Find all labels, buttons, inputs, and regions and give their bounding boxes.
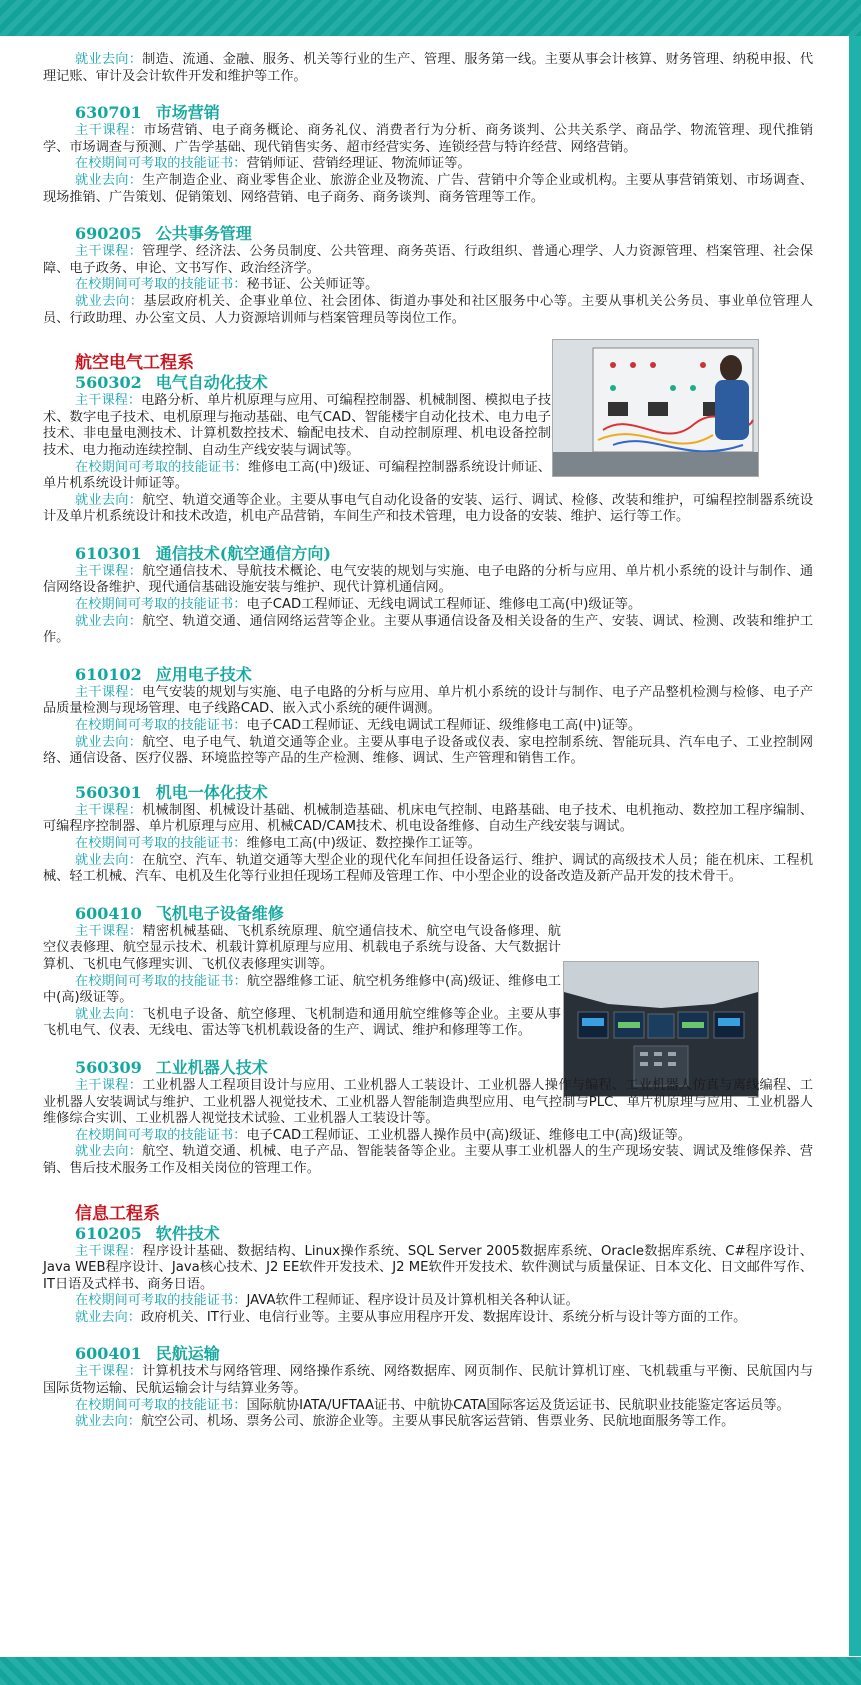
program-section [43, 904, 561, 1040]
jobs-paragraph [43, 1144, 813, 1177]
program-code: 630701 [75, 103, 142, 123]
jobs-text: 航空、轨道交通、通信网络运营等企业。主要从事通信设备及相关设备的生产、安装、调试、检测、改装和维护工作。 [43, 613, 814, 646]
program-section [43, 224, 813, 327]
certs-label: 在校期间可考取的技能证书： [75, 459, 248, 475]
courses-label: 主干课程： [75, 1243, 143, 1259]
intro-jobs-paragraph [43, 52, 813, 85]
program-section [43, 373, 551, 493]
program-name: 工业机器人技术 [155, 1057, 268, 1077]
jobs-label: 就业去向： [75, 1144, 143, 1160]
courses-label: 主干课程： [75, 244, 143, 260]
top-decorative-band [0, 0, 861, 36]
program-code: 690205 [75, 224, 142, 244]
program-code: 600401 [75, 1344, 142, 1364]
jobs-text: 政府机关、IT行业、电信行业等。主要从事应用程序开发、数据库设计、系统分析与设计等方面的工作。 [140, 1309, 747, 1325]
jobs-paragraph [43, 853, 813, 886]
certs-text: 维修电工高(中)级证、可编程控制器系统设计师证、单片机系统设计师证等。 [43, 459, 551, 492]
certs-text: 秘书证、公关师证等。 [246, 277, 379, 293]
jobs-label: 就业去向： [75, 492, 143, 508]
program-title [75, 1058, 813, 1078]
courses-label: 主干课程： [75, 1077, 143, 1093]
program-name: 软件技术 [155, 1223, 220, 1243]
courses-paragraph [43, 1078, 813, 1128]
courses-paragraph [43, 685, 813, 718]
jobs-paragraph [43, 1310, 813, 1327]
intro-jobs-text: 制造、流通、金融、服务、机关等行业的生产、管理、服务第一线。主要从事会计核算、财务管理、纳税申报、代理记账、审计及会计软件开发和维护等工作。 [43, 52, 814, 84]
courses-text: 航空通信技术、导航技术概论、电气安装的规划与实施、电子电路的分析与应用、单片机小系统的设计与制作、通信网络设备维护、现代通信基础设施安装与维护、现代计算机通信网。 [43, 563, 814, 596]
jobs-paragraph [43, 1007, 561, 1040]
courses-paragraph [43, 564, 813, 597]
jobs-label: 就业去向： [75, 852, 143, 868]
jobs-text: 在航空、汽车、轨道交通等大型企业的现代化车间担任设备运行、维护、调试的高级技术人员；能在机床、工程机械、轻工机械、汽车、电机及生化等行业担任现场工程师及管理工作、中小型企业的设备改造及新产品开发的技术骨干。 [43, 852, 814, 885]
program-title [75, 1344, 813, 1364]
jobs-text: 飞机电子设备、航空修理、飞机制造和通用航空维修等企业。主要从事飞机电气、仪表、无线电、雷达等飞机机载设备的生产、调试、维护和修理等工作。 [43, 1006, 561, 1039]
program-title [75, 224, 813, 244]
courses-label: 主干课程： [75, 1364, 143, 1380]
certs-text: 营销师证、营销经理证、物流师证等。 [246, 156, 471, 172]
jobs-label: 就业去向： [75, 172, 143, 188]
program-section [43, 1344, 813, 1430]
certs-text: 维修电工高(中)级证、数控操作工证等。 [246, 836, 481, 851]
bottom-decorative-band [0, 1657, 861, 1685]
courses-label: 主干课程： [75, 393, 142, 409]
courses-text: 电路分析、单片机原理与应用、可编程控制器、机械制图、模拟电子技术、数字电子技术、电机原理与拖动基础、电气CAD、智能楼宇自动化技术、电力电子技术、非电量电测技术、计算机数控技术、输配电技术、自动控制原理、机电设备控制技术、电力拖动连续控制、自动生产线安装与调试等。 [43, 393, 552, 458]
jobs-label: 就业去向： [75, 1414, 141, 1430]
jobs-paragraph [43, 173, 813, 206]
program-code: 610301 [75, 543, 142, 563]
program-title [75, 544, 813, 564]
courses-text: 管理学、经济法、公务员制度、公共管理、商务英语、行政组织、普通心理学、人力资源管理、档案管理、社会保障、电子政务、申论、文书写作、政治经济学。 [43, 244, 814, 276]
jobs-text: 航空、电子电气、轨道交通等企业。主要从事电子设备或仪表、家电控制系统、智能玩具、汽车电子、工业控制网络、通信设备、医疗仪器、环境监控等产品的生产检测、维修、调试、生产管理和销售工作。 [43, 734, 814, 767]
certs-text: JAVA软件工程师证、程序设计员及计算机相关各种认证。 [246, 1293, 579, 1309]
courses-text: 计算机技术与网络管理、网络操作系统、网络数据库、网页制作、民航计算机订座、飞机载重与平衡、民航国内与国际货物运输、民航运输会计与结算业务等。 [43, 1364, 814, 1397]
jobs-label: 就业去向： [75, 1006, 143, 1022]
program-code: 610205 [75, 1223, 142, 1243]
certs-label: 在校期间可考取的技能证书： [75, 718, 247, 734]
jobs-paragraph [43, 493, 813, 526]
certs-label: 在校期间可考取的技能证书： [75, 277, 247, 293]
certs-paragraph [43, 974, 561, 1007]
jobs-text: 基层政府机关、企事业单位、社会团体、街道办事处和社区服务中心等。主要从事机关公务员、事业单位管理人员、行政助理、办公室文员、人力资源培训师与档案管理员等岗位工作。 [43, 293, 814, 326]
jobs-text: 航空公司、机场、票务公司、旅游企业等。主要从事民航客运营销、售票业务、民航地面服务等工作。 [140, 1414, 735, 1430]
program-section [43, 103, 813, 206]
jobs-label: 就业去向： [75, 1309, 141, 1325]
program-code: 610102 [75, 664, 142, 684]
program-section [43, 1058, 813, 1178]
program-name: 民航运输 [155, 1344, 220, 1364]
courses-text: 电气安装的规划与实施、电子电路的分析与应用、单片机小系统的设计与制作、电子产品整机检测与检修、电子产品质量检测与现场管理、电子线路CAD、嵌入式小系统的硬件调测。 [43, 684, 814, 717]
program-name: 市场营销 [155, 103, 220, 123]
certs-label: 在校期间可考取的技能证书： [75, 1293, 247, 1309]
certs-paragraph [43, 1128, 813, 1145]
program-name: 机电一体化技术 [155, 782, 268, 802]
certs-label: 在校期间可考取的技能证书： [75, 1127, 247, 1143]
program-code: 560302 [75, 373, 142, 393]
certs-paragraph [43, 836, 813, 853]
courses-label: 主干课程： [75, 802, 143, 818]
jobs-label: 就业去向： [75, 293, 144, 309]
certs-label: 在校期间可考取的技能证书： [75, 973, 247, 989]
jobs-text: 航空、轨道交通等企业。主要从事电气自动化设备的安装、运行、调试、检修、改装和维护，可编程控制器系统设计及单片机系统设计和技术改造，机电产品营销，车间生产和技术管理，电力设备的安装、维护、运行等工作。 [43, 492, 814, 525]
program-title [75, 665, 813, 685]
certs-text: 航空器维修工证、航空机务维修中(高)级证、维修电工中(高)级证等。 [43, 973, 561, 1006]
main-content [43, 52, 813, 1431]
certs-text: 电子CAD工程师证、工业机器人操作员中(高)级证、维修电工中(高)级证等。 [246, 1127, 692, 1143]
courses-paragraph [43, 1244, 813, 1294]
program-code: 560301 [75, 782, 142, 802]
program-section [43, 544, 813, 647]
certs-paragraph [43, 1398, 813, 1415]
program-title [75, 783, 813, 803]
jobs-label: 就业去向： [75, 613, 143, 629]
certs-paragraph [43, 1293, 813, 1310]
jobs-label: 就业去向： [75, 52, 143, 67]
jobs-paragraph [43, 614, 813, 647]
courses-paragraph [43, 393, 551, 459]
courses-text: 机械制图、机械设计基础、机械制造基础、机床电气控制、电路基础、电子技术、电机拖动、数控加工程序编制、可编程序控制器、单片机原理与应用、机械CAD/CAM技术、机电设备维修、自动生产线安装与调试。 [43, 802, 814, 835]
jobs-paragraph [43, 1414, 813, 1431]
courses-text: 程序设计基础、数据结构、Linux操作系统、SQL Server 2005数据库系统、Oracle数据库系统、C#程序设计、Java WEB程序设计、Java核心技术、J2 EE软件开发技术、J2 ME软件开发技术、软件测试与质量保证、日本文化、日文邮件写作、IT日语及式样书、商务日语。 [43, 1243, 813, 1292]
jobs-label: 就业去向： [75, 734, 143, 750]
certs-text: 电子CAD工程师证、无线电调试工程师证、级维修电工高(中)证等。 [246, 718, 642, 734]
courses-paragraph [43, 924, 561, 974]
courses-paragraph [43, 803, 813, 836]
certs-paragraph [43, 597, 813, 614]
program-code: 600410 [75, 903, 142, 923]
courses-paragraph [43, 1364, 813, 1397]
certs-text: 国际航协IATA/UFTAA证书、中航协CATA国际客运及货运证书、民航职业技能鉴定客运员等。 [246, 1397, 790, 1413]
courses-text: 工业机器人工程项目设计与应用、工业机器人工装设计、工业机器人操作与编程、工业机器人仿真与离线编程、工业机器人安装调试与维护、工业机器人视觉技术、工业机器人智能制造典型应用、电气控制与PLC、单片机原理与应用、工业机器人维修综合实训、工业机器人视觉技术试验、工业机器人工装设计等。 [43, 1077, 814, 1127]
certs-label: 在校期间可考取的技能证书： [75, 597, 247, 613]
certs-label: 在校期间可考取的技能证书： [75, 1397, 247, 1413]
program-name: 通信技术(航空通信方向) [155, 543, 331, 563]
department-heading-aviation-electrical: 航空电气工程系 [75, 353, 194, 374]
program-section [43, 1224, 813, 1327]
courses-label: 主干课程： [75, 923, 143, 939]
program-name: 应用电子技术 [155, 664, 252, 684]
program-title [75, 373, 551, 393]
department-heading-information: 信息工程系 [75, 1203, 160, 1224]
certs-text: 电子CAD工程师证、无线电调试工程师证、维修电工高(中)级证等。 [246, 597, 642, 613]
right-decorative-band [849, 36, 861, 1656]
program-name: 飞机电子设备维修 [155, 903, 284, 923]
certs-label: 在校期间可考取的技能证书： [75, 836, 247, 851]
program-section [43, 783, 813, 886]
courses-text: 市场营销、电子商务概论、商务礼仪、消费者行为分析、商务谈判、公共关系学、商品学、物流管理、现代推销学、市场调查与预测、广告学基础、现代销售实务、超市经营实务、连锁经营与特许经营、网络营销。 [43, 123, 814, 155]
program-name: 电气自动化技术 [155, 373, 268, 393]
courses-label: 主干课程： [75, 684, 143, 700]
jobs-paragraph [43, 294, 813, 327]
certs-paragraph [43, 156, 813, 173]
jobs-text: 航空、轨道交通、机械、电子产品、智能装备等企业。主要从事工业机器人的生产现场安装、调试及维修保养、营销、售后技术服务工作及相关岗位的管理工作。 [43, 1144, 814, 1176]
certs-paragraph [43, 277, 813, 294]
courses-paragraph [43, 123, 813, 156]
program-name: 公共事务管理 [155, 224, 252, 244]
certs-paragraph [43, 718, 813, 735]
certs-paragraph [43, 460, 551, 493]
courses-paragraph [43, 244, 813, 277]
program-section [43, 665, 813, 768]
program-title [75, 904, 561, 924]
certs-label: 在校期间可考取的技能证书： [75, 156, 247, 172]
program-title [75, 103, 813, 123]
program-code: 560309 [75, 1057, 142, 1077]
jobs-text: 生产制造企业、商业零售企业、旅游企业及物流、广告、营销中介等企业或机构。主要从事营销策划、市场调查、现场推销、广告策划、促销策划、网络营销、电子商务、商务谈判、商务管理等工作。 [43, 172, 814, 205]
courses-label: 主干课程： [75, 563, 143, 579]
courses-text: 精密机械基础、飞机系统原理、航空通信技术、航空电气设备修理、航空仪表修理、航空显示技术、机载计算机原理与应用、机载电子系统与设备、大气数据计算机、飞机电气修理实训、飞机仪表修理实训等。 [43, 923, 561, 972]
program-title [75, 1224, 813, 1244]
jobs-paragraph [43, 735, 813, 768]
courses-label: 主干课程： [75, 123, 144, 139]
